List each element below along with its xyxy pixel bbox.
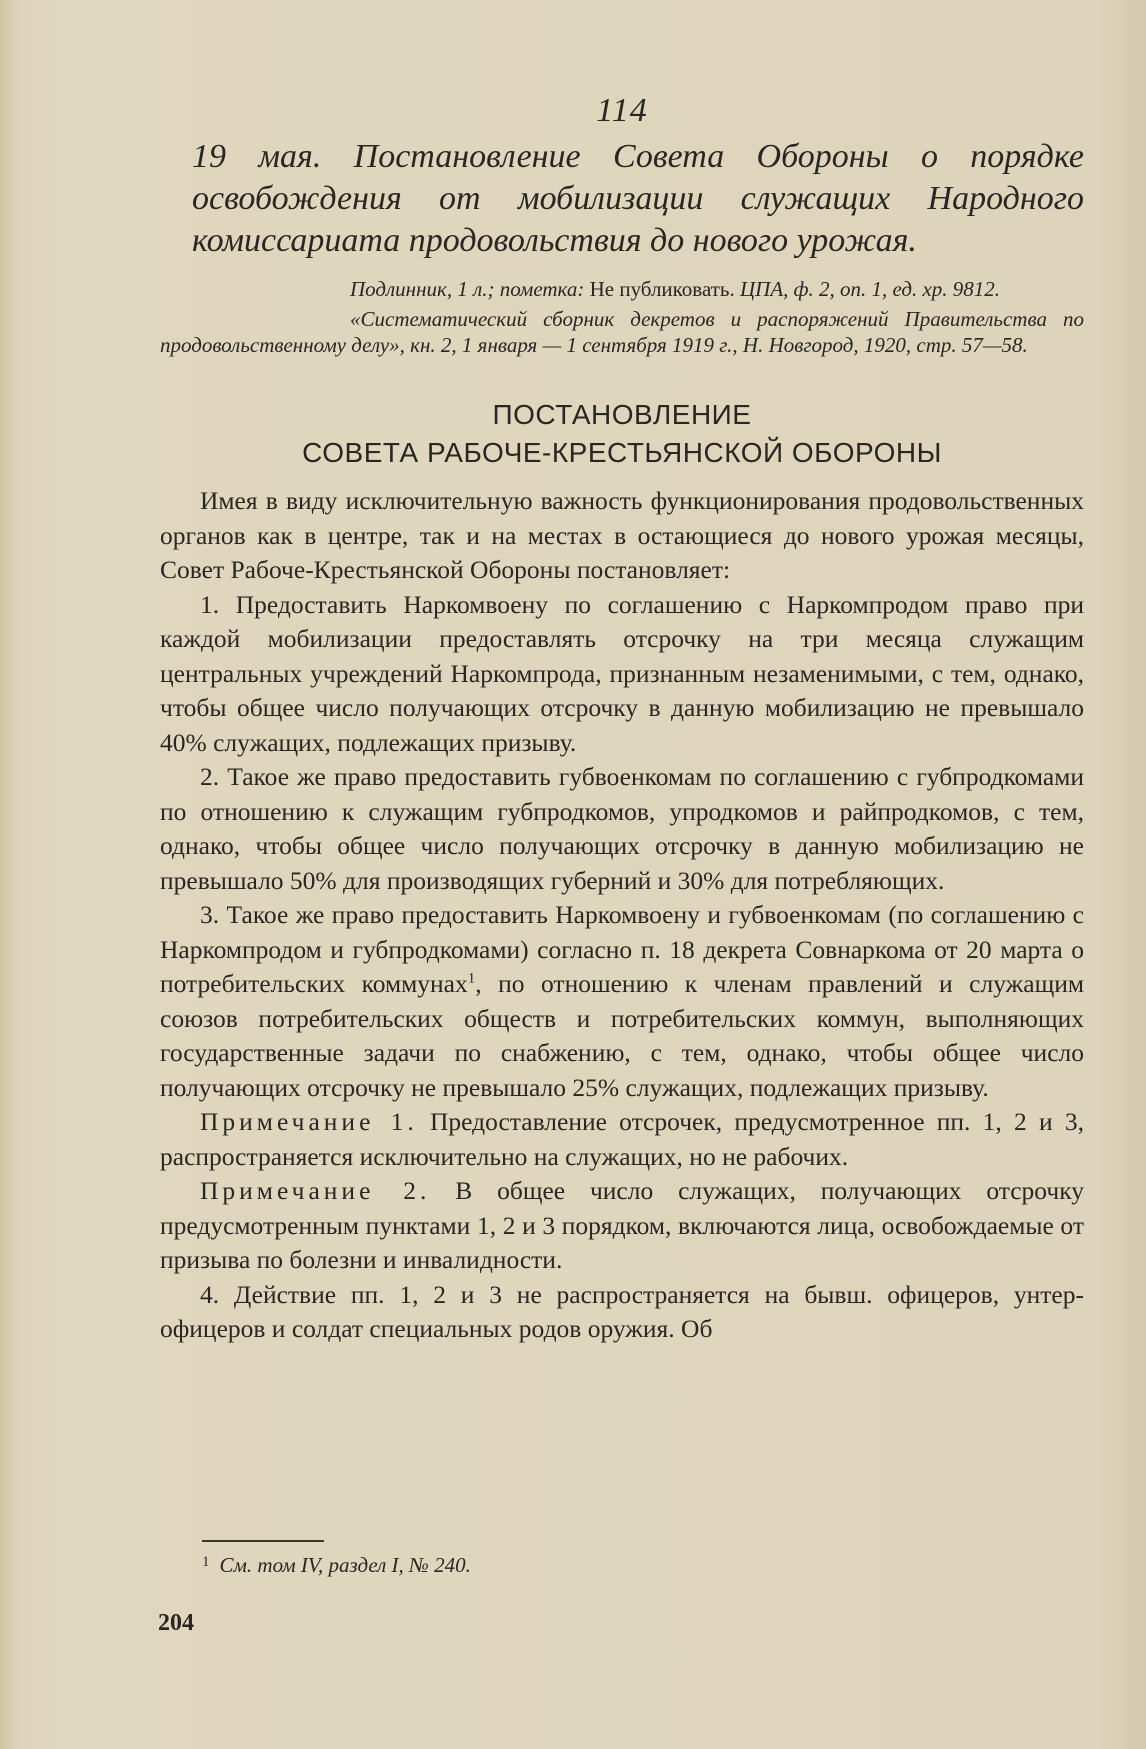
paragraph-item-3 <box>160 898 1084 1105</box>
footnote-mark: 1 <box>202 1554 210 1570</box>
decree-heading-line1: ПОСТАНОВЛЕНИЕ <box>492 399 752 430</box>
source-note-publication <box>160 306 1084 358</box>
paragraph-item-3-start: 3. Такое же право предоставить Наркомвоену и губвоенкомам (по соглашению с Наркомпродом и губпродкомами) согласно п. 18 декрета Совнаркома от 20 марта о потребительских коммунах <box>160 900 1084 998</box>
paragraph-item-2: 2. Такое же право предоставить губвоенкомам по соглашению с губпродкомами по отношению к служащим губпродкомов, упродкомов и райпродкомов, с тем, однако, чтобы общее число получающих отсрочку в данную мобилизацию не превышало 50% для производящих губерний и 30% для потребляющих. <box>160 762 1084 895</box>
note-2 <box>160 1174 1084 1278</box>
paragraph-item-4: 4. Действие пп. 1, 2 и 3 не распространяется на бывш. офицеров, унтер-офицеров и солдат специальных родов оружия. Об <box>160 1279 1084 1343</box>
source-archive-line <box>160 277 1000 301</box>
note-1 <box>160 1105 1084 1174</box>
source-archive-prefix: Подлинник, 1 л.; пометка: <box>350 277 585 301</box>
document-number: 114 <box>596 92 648 129</box>
note-2-label: Примечание 2. <box>200 1176 431 1205</box>
source-publication-text: «Систематический сборник декретов и распоряжений Правительства по продовольственному делу», кн. 2, 1 января — 1 сентября 1919 г., Н. Новгород, 1920, стр. 57—58. <box>160 307 1084 357</box>
document-title: 19 мая. Постановление Совета Обороны о порядке освобождения от мобилизации служащих Народного комиссариата продовольствия до нового урожая. <box>192 138 1084 259</box>
footnote-reference: 1 <box>467 970 476 987</box>
note-1-text: Предоставление отсрочек, предусмотренное пп. 1, 2 и 3, распространяется исключительно на служащих, но не рабочих. <box>160 1107 1084 1171</box>
source-note-archive <box>160 276 1084 302</box>
note-1-label: Примечание 1. <box>200 1107 418 1136</box>
decree-heading <box>160 396 1084 472</box>
text-column <box>160 92 1084 1347</box>
paragraph-item-3-end: , по отношению к членам правлений и служащим союзов потребительских обществ и потребительских коммун, выполняющих государственные задачи по снабжению, с тем, однако, чтобы общее число получающих отсрочку не превышало 25% служащих, подлежащих призыву. <box>160 969 1084 1102</box>
source-archive-mark: Не публиковать. <box>589 277 735 301</box>
footnote-divider <box>202 1540 324 1542</box>
decree-heading-line2: СОВЕТА РАБОЧЕ-КРЕСТЬЯНСКОЙ ОБОРОНЫ <box>302 437 942 468</box>
paragraph-intro: Имея в виду исключительную важность функционирования продовольственных органов как в центре, так и на местах в остающиеся до нового урожая месяцы, Совет Рабоче-Крестьянской Обороны постановляет: <box>160 486 1084 584</box>
page-number: 204 <box>158 1610 194 1636</box>
footnote-text: См. том IV, раздел I, № 240. <box>219 1553 471 1577</box>
note-2-text: В общее число служащих, получающих отсрочку предусмотренным пунктами 1, 2 и 3 порядком, включаются лица, освобождаемые от призыва по болезни и инвалидности. <box>160 1176 1084 1274</box>
footnote <box>202 1553 471 1578</box>
paragraph-item-1: 1. Предоставить Наркомвоену по соглашению с Наркомпродом право при каждой мобилизации предоставлять отсрочку на три месяца служащим центральных учреждений Наркомпрода, признанным незаменимыми, с тем, однако, чтобы общее число получающих отсрочку в данную мобилизацию не превышало 40% служащих, подлежащих призыву. <box>160 589 1084 757</box>
source-archive-ref: ЦПА, ф. 2, оп. 1, ед. хр. 9812. <box>739 277 1001 301</box>
